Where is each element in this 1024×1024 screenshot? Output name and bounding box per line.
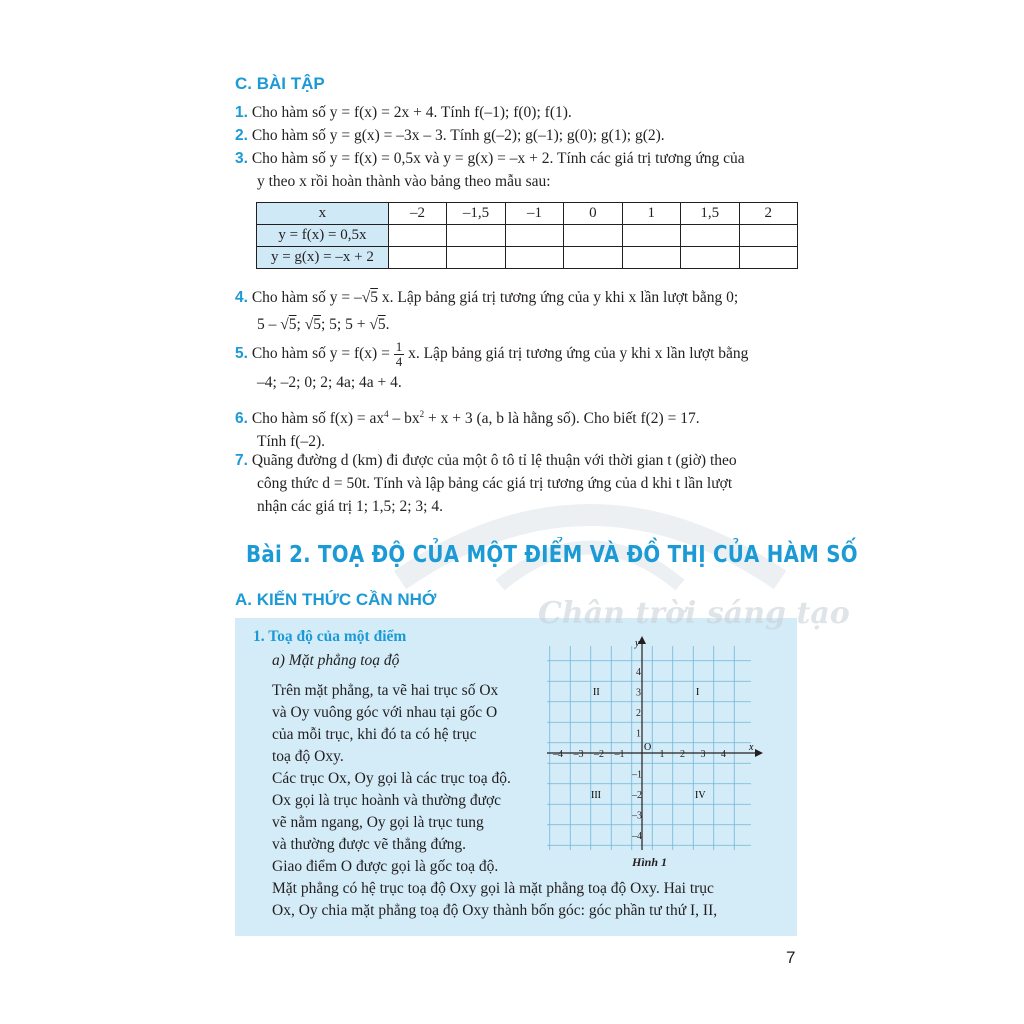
coordinate-plane-figure [545, 636, 763, 854]
quadrant-label: II [593, 687, 600, 698]
table-cell: 1,5 [680, 203, 739, 225]
x-axis-label: x [749, 742, 754, 753]
quadrant-label: III [591, 790, 601, 801]
y-tick-label: –4 [632, 831, 642, 842]
exercise-3: 3. Cho hàm số y = f(x) = 0,5x và y = g(x) = –x + 2. Tính các giá trị tương ứng của [235, 150, 745, 167]
table-cell: x [257, 203, 389, 225]
x-tick-label: –2 [594, 749, 604, 760]
fraction: $\frac{1}{4}$ [395, 339, 403, 369]
y-tick-label: 4 [636, 667, 641, 678]
section-a-heading: A. KIẾN THỨC CẦN NHỚ [235, 590, 437, 609]
exercise-4: 4. Cho hàm số y = –√5 x. Lập bảng giá trị tương ứng của y khi x lần lượt bằng 0; 5 – √5; √5; 5; 5 + √5. [235, 289, 739, 333]
x-tick-label: –3 [573, 749, 584, 760]
table-cell: 1 [622, 203, 680, 225]
table-row [257, 225, 798, 247]
exercise-list [235, 101, 805, 193]
y-tick-label: 3 [636, 687, 641, 699]
y-axis-label: y [635, 638, 640, 649]
y-tick-label: –3 [632, 810, 642, 822]
table-cell: –1 [505, 203, 563, 225]
x-tick-label: –4 [553, 749, 563, 760]
x-tick-label: 2 [680, 749, 685, 760]
x-tick-label: 4 [721, 749, 726, 760]
y-tick-label: –1 [632, 769, 642, 781]
watermark-text: Chân trời sáng tạo [538, 596, 850, 631]
plane-paragraph: Mặt phẳng có hệ trục toạ độ Oxy gọi là mặt phẳng toạ độ Oxy. Hai trục Ox, Oy chia mặt phẳng toạ độ Oxy thành bốn góc: góc phần tư thứ I, II, [272, 880, 718, 919]
x-arrow-icon [755, 749, 763, 757]
origin-label: O [644, 742, 652, 753]
y-tick-label: –2 [632, 790, 642, 801]
table-header-row [257, 203, 798, 225]
y-tick-label: 2 [636, 708, 641, 719]
exercise-3-cont: y theo x rồi hoàn thành vào bảng theo mẫu sau: [257, 173, 551, 190]
table-cell: 2 [739, 203, 798, 225]
table-cell: y = f(x) = 0,5x [257, 225, 389, 247]
y-tick-label: 1 [636, 728, 641, 740]
intro-paragraph: Trên mặt phẳng, ta vẽ hai trục số Ox và Oy vuông góc với nhau tại gốc O của mỗi trục, khi đó ta có hệ trục toạ độ Oxy. Các trục Ox, Oy gọi là các trục toạ độ. Ox gọi là trục hoành và thường được vẽ nằm ngang, Oy gọi là trục tung và thường được vẽ thẳng đứng. Giao điểm O được gọi là gốc toạ độ. [272, 682, 511, 875]
exercise-6: 6. Cho hàm số $f(x) = ax^4 - bx^2 + x + 3$ (a, b là hằng số). Cho biết f(2) = 17. Tính f(–2). [235, 409, 700, 451]
exercise-5: 5. Cho hàm số y = f(x) = $\frac{1}{4}$ x. Lập bảng giá trị tương ứng của y khi x lần lượt bằng –4; –2; 0; 2; 4a; 4a + 4. [235, 339, 749, 391]
table-cell: –1,5 [447, 203, 506, 225]
x-tick-label: 3 [700, 749, 706, 760]
table-cell: y = g(x) = –x + 2 [257, 247, 389, 269]
page-number: 7 [786, 948, 796, 967]
exercise-2: 2. Cho hàm số y = g(x) = –3x – 3. Tính g(–2); g(–1); g(0); g(1); g(2). [235, 127, 665, 144]
x-tick-label: –1 [614, 749, 625, 760]
subheading-plane: a) Mặt phẳng toạ độ [272, 652, 400, 669]
exercise-1: 1. Cho hàm số y = f(x) = 2x + 4. Tính f(–1); f(0); f(1). [235, 104, 572, 121]
value-table [256, 202, 798, 269]
quadrant-label: I [696, 687, 700, 698]
watermark-book-icon [380, 460, 800, 600]
exercise-7: 7. Quãng đường d (km) đi được của một ô tô tỉ lệ thuận với thời gian t (giờ) theo công thức d = 50t. Tính và lập bảng các giá trị tương ứng của d khi t lần lượt nhận các giá trị 1; 1,5; 2; 3; 4. [235, 452, 737, 515]
table-cell: –2 [388, 203, 446, 225]
quadrant-label: IV [695, 790, 706, 801]
subheading-coordinates: 1. Toạ độ của một điểm [253, 628, 407, 645]
figure-caption: Hình 1 [632, 855, 668, 869]
x-tick-label: 1 [659, 749, 665, 760]
table-cell: 0 [564, 203, 622, 225]
lesson-title: Bài 2. TOẠ ĐỘ CỦA MỘT ĐIỂM VÀ ĐỒ THỊ CỦA HÀM SỐ [246, 542, 858, 568]
section-c-heading: C. BÀI TẬP [235, 74, 325, 93]
table-row [257, 247, 798, 269]
